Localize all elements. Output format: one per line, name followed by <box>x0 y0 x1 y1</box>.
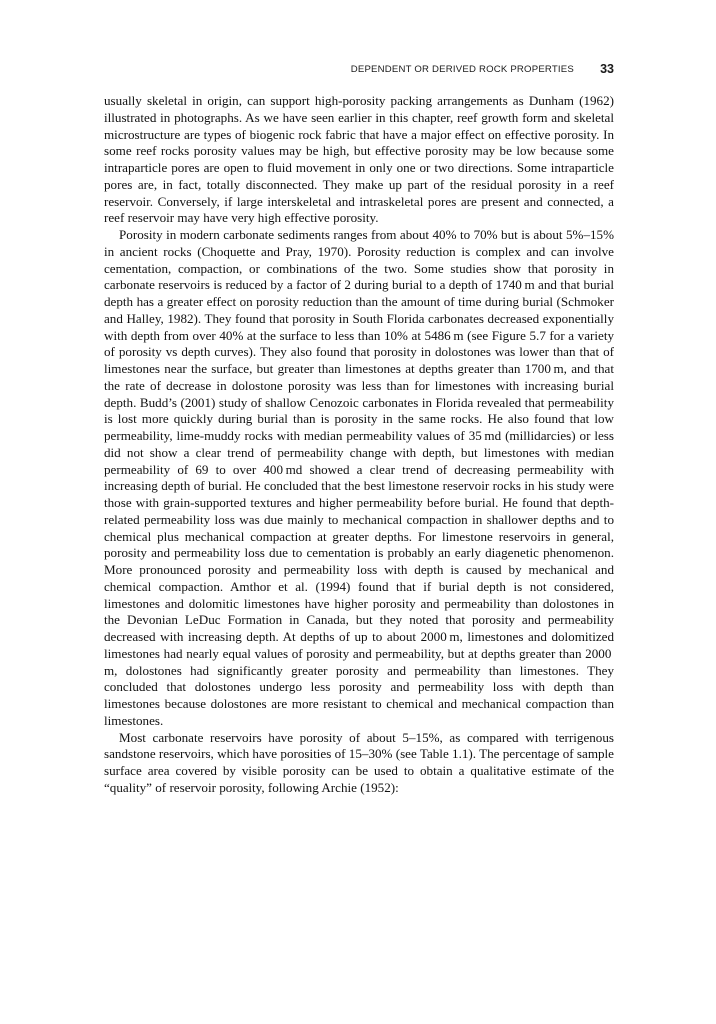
running-head-title: DEPENDENT OR DERIVED ROCK PROPERTIES <box>350 64 574 75</box>
paragraph: Most carbonate reservoirs have porosity of about 5–15%, as compared with terrigenous sandstone reservoirs, which have porosities of 15–30% (see Table 1.1). The percentage of sample surface area covered by visible porosity can be used to obtain a qualitative estimate of the “quality” of reservoir porosity, following Archie (1952): <box>104 729 614 795</box>
paragraph-continued: usually skeletal in origin, can support high-porosity packing arrangements as Dunham (1962) illustrated in photographs. As we have seen earlier in this chapter, reef growth form and skeletal microstructure are types of biogenic rock fabric that have a major effect on effective porosity. In some reef rocks porosity values may be high, but effective porosity may be low because some intraparticle pores are open to fluid movement in only one or two directions. Some intraparticle pores are, in fact, totally disconnected. They make up part of the residual porosity in a reef reservoir. Conversely, if large interskeletal and intraskeletal pores are present and connected, a reef reservoir may have very high effective porosity. <box>104 93 614 226</box>
paragraph: Porosity in modern carbonate sediments ranges from about 40% to 70% but is about 5%–15% in ancient rocks (Choquette and Pray, 1970). Porosity reduction is complex and can involve cementation, compaction, or combinations of the two. Some studies show that porosity in carbonate reservoirs is reduced by a factor of 2 during burial to a depth of 1740 m and that burial depth has a greater effect on porosity reduction than the amount of time during burial (Schmoker and Halley, 1982). They found that porosity in South Florida carbonates decreased exponentially with depth from over 40% at the surface to less than 10% at 5486 m (see Figure 5.7 for a variety of porosity vs depth curves). They also found that porosity in dolostones was lower than that of limestones near the surface, but greater than limestones at depths greater than 1700 m, and that the rate of decrease in dolostone porosity was less than for limestones with increasing burial depth. Budd’s (2001) study of shallow Cenozoic carbonates in Florida revealed that permeability is lost more quickly during burial than is porosity in the same rocks. He also found that low permeability, lime-muddy rocks with median permeability values of 35 md (millidarcies) or less did not show a clear trend of permeability change with depth, but limestones with median permeability of 69 to over 400 md showed a clear trend of decreasing permeability with increasing depth of burial. He concluded that the best limestone reservoir rocks in his study were those with grain-supported textures and higher permeability before burial. He found that depth-related permeability loss was due mainly to mechanical compaction in shallower depths and to chemical plus mechanical compaction at greater depths. For limestone reservoirs in general, porosity and permeability loss due to cementation is probably an early diagenetic phenomenon. More pronounced porosity and permeability loss with depth is caused by mechanical and chemical compaction. Amthor et al. (1994) found that if burial depth is not considered, limestones and dolomitic limestones have higher porosity and permeability than dolostones in the Devonian LeDuc Formation in Canada, but they noted that porosity and permeability decreased with increasing depth. At depths of up to about 2000 m, limestones and dolomitized limestones had nearly equal values of porosity and permeability, but at depths greater than 2000 m, dolostones had significantly greater porosity and permeability than limestones. They concluded that dolostones undergo less porosity and permeability loss with depth than limestones because dolostones are more resistant to chemical and mechanical compaction than limestones. <box>104 227 614 728</box>
body-text <box>104 93 614 797</box>
page-number: 33 <box>600 62 614 76</box>
running-head <box>104 62 614 78</box>
